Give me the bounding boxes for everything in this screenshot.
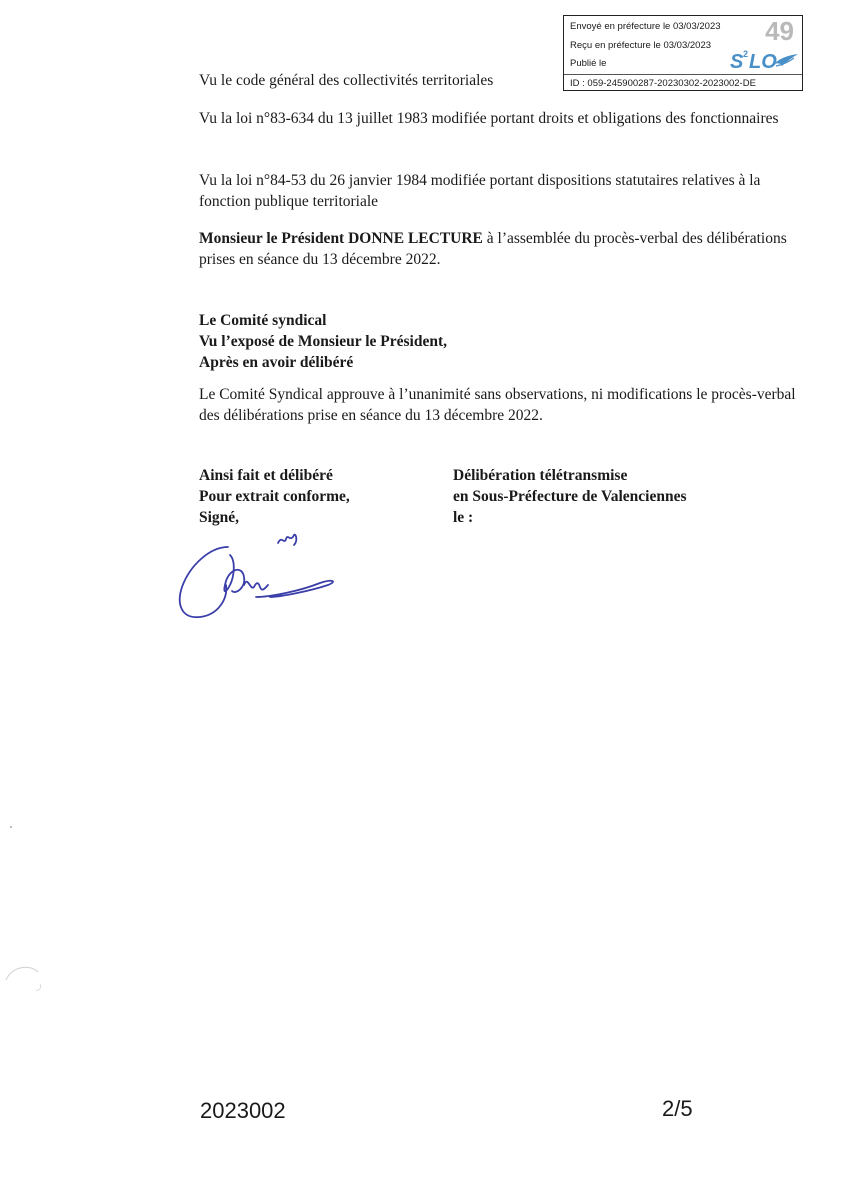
lecture-paragraph	[199, 228, 803, 270]
stamp-act-id: ID : 059-245900287-20230302-2023002-DE	[570, 78, 756, 89]
footer-reference: 2023002	[200, 1098, 286, 1123]
comite-expose: Vu l’exposé de Monsieur le Président,	[199, 333, 447, 350]
scan-dot	[10, 826, 12, 828]
comite-heading: Le Comité syndical	[199, 312, 327, 329]
stamp-received-date: Reçu en préfecture le 03/03/2023	[570, 40, 712, 51]
closing-sous-prefecture: en Sous-Préfecture de Valenciennes	[453, 488, 687, 505]
comite-delibere: Après en avoir délibéré	[199, 354, 354, 371]
closing-signe: Signé,	[199, 509, 240, 526]
svg-text:S: S	[730, 51, 744, 73]
visa-code-general: Vu le code général des collectivités territoriales	[199, 72, 494, 89]
closing-fait-delibere: Ainsi fait et délibéré	[199, 467, 333, 484]
comite-block	[199, 310, 803, 373]
stamp-sent-date: Envoyé en préfecture le 03/03/2023	[570, 21, 721, 32]
svg-text:2: 2	[743, 49, 749, 59]
svg-text:LO: LO	[749, 51, 777, 73]
visa-loi-1984: Vu la loi n°84-53 du 26 janvier 1984 modifiée portant dispositions statutaires relatives à la fonction publique territoriale	[199, 172, 761, 210]
closing-teletransmise: Délibération télétransmise	[453, 467, 628, 484]
approval-paragraph: Le Comité Syndical approuve à l’unanimité sans observations, ni modifications le procès-verbal des délibérations prise en séance du 13 décembre 2022.	[199, 386, 796, 424]
closing-left	[199, 465, 429, 528]
lecture-bold-text: Monsieur le Président DONNE LECTURE	[199, 230, 483, 247]
visa-loi-1983: Vu la loi n°83-634 du 13 juillet 1983 modifiée portant droits et obligations des fonctionnaires	[199, 110, 779, 127]
handwritten-signature-icon	[170, 525, 350, 625]
scan-artifact-icon	[2, 960, 46, 996]
stamp-number: 49	[765, 16, 794, 46]
footer-page-number: 2/5	[662, 1096, 693, 1121]
closing-right	[453, 465, 753, 528]
closing-date-label: le :	[453, 509, 474, 526]
stamp-published: Publié le	[570, 58, 607, 69]
lecture-text: à l’assemblée du procès-verbal des délibérations prises en séance du 13 décembre 2022.	[199, 230, 787, 268]
closing-extrait-conforme: Pour extrait conforme,	[199, 488, 350, 505]
